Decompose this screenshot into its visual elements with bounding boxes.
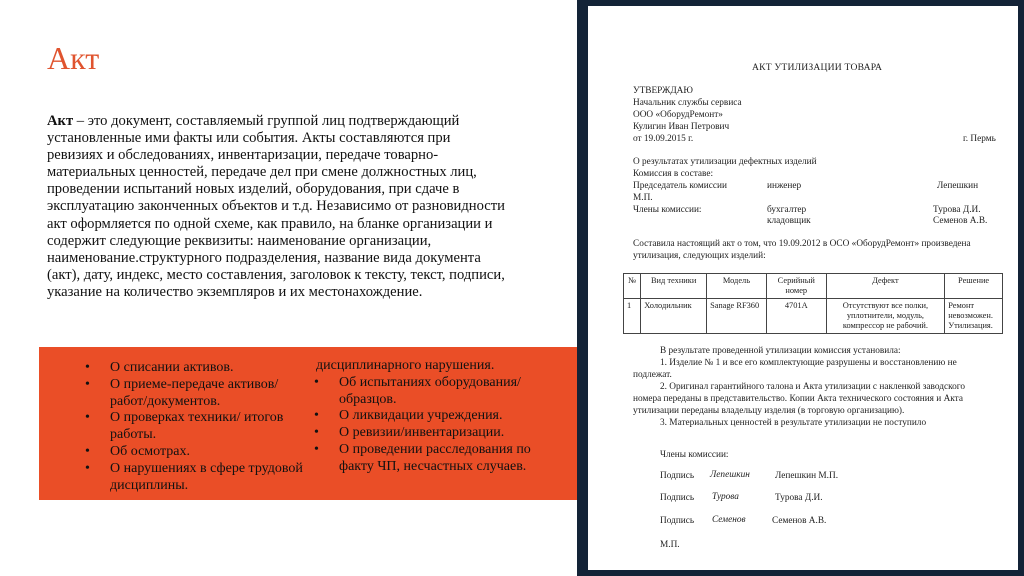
list-item-continuation <box>314 358 554 375</box>
doc-result-line: 1. Изделие № 1 и все его комплектующие разрушены и восстановлению не <box>660 358 957 368</box>
doc-signature: Турова <box>712 492 739 502</box>
table-cell: Отсутствуют все полки, уплотнители, модуль, компрессор не рабочий. <box>826 299 945 334</box>
doc-result-intro: В результате проведенной утилизации комиссия установила: <box>660 346 901 356</box>
doc-sign-word: Подпись <box>660 493 695 503</box>
table-header: Дефект <box>826 274 945 299</box>
bullet: • <box>314 441 319 457</box>
list-item <box>314 408 554 425</box>
list-item <box>314 442 554 476</box>
table-header: Вид техники <box>641 274 707 299</box>
list-item <box>85 360 313 377</box>
doc-sign-word: Подпись <box>660 471 695 481</box>
bullet: • <box>85 443 90 459</box>
list-item <box>314 375 554 409</box>
doc-statement: Составила настоящий акт о том, что 19.09.2012 в ОСО «ОборудРемонт» произведена <box>633 239 971 249</box>
bullet: • <box>85 410 90 426</box>
doc-result-line: 2. Оригинал гарантийного талона и Акта утилизации с накленкой заводского <box>660 382 966 392</box>
list-item-text: Об испытаниях оборудования/ образцов. <box>339 374 521 407</box>
bullet: • <box>314 408 319 424</box>
doc-items-table <box>623 273 1003 334</box>
list-item-text: Об осмотрах. <box>110 443 190 459</box>
intro-paragraph <box>47 113 507 301</box>
doc-approve-line: Кулигин Иван Петрович <box>633 122 730 132</box>
bullet: • <box>314 374 319 390</box>
list-item-text: О проведении расследования по факту ЧП, несчастных случаев. <box>339 441 531 474</box>
doc-approve-date: от 19.09.2015 г. <box>633 134 694 144</box>
doc-chair-initials: М.П. <box>633 193 653 203</box>
table-header: Решение <box>945 274 1003 299</box>
doc-approve-line: ООО «ОборудРемонт» <box>633 110 723 120</box>
doc-result-line: утилизации переданы владельцу изделия (в торговую организацию). <box>633 406 905 416</box>
table-row <box>624 299 1003 334</box>
table-header: № <box>624 274 641 299</box>
list-item <box>85 444 313 461</box>
doc-sign-word: Подпись <box>660 516 695 526</box>
bullet: • <box>85 460 90 476</box>
doc-signature: Лепешкин <box>710 470 750 480</box>
list-item-text: О списании активов. <box>110 360 234 375</box>
bullet: • <box>85 376 90 392</box>
doc-members-label: Члены комиссии: <box>633 205 702 215</box>
table-cell: Ремонт невозможен. Утилизация. <box>945 299 1003 334</box>
doc-member1-role: бухгалтер <box>767 205 807 215</box>
doc-signer-name: Лепешкин М.П. <box>775 471 839 481</box>
doc-result-line: подлежат. <box>633 370 672 380</box>
act-types-list-left <box>85 360 313 494</box>
doc-commission-label: Комиссия в составе: <box>633 169 714 179</box>
list-item-text: О ревизии/инвентаризации. <box>339 425 505 441</box>
doc-sign-members: Члены комиссии: <box>660 450 729 460</box>
doc-chair-label: Председатель комиссии <box>633 181 727 191</box>
table-header: Модель <box>707 274 767 299</box>
doc-stamp-mark: М.П. <box>660 540 680 550</box>
doc-approve: УТВЕРЖДАЮ <box>633 86 693 96</box>
slide-title: Акт <box>47 40 100 76</box>
bullet: • <box>85 360 90 375</box>
list-item-text: О ликвидации учреждения. <box>339 408 503 424</box>
doc-result-line: номера переданы в представительство. Копии Акта технического состояния и Акта <box>633 394 963 404</box>
doc-chair-role: инженер <box>767 181 802 191</box>
doc-member1-name: Турова Д.И. <box>933 205 981 215</box>
intro-definition: – это документ, составляемый группой лиц подтверждающий установленные ими факты или события. Акты составляются при ревизиях и обследованиях, инвентаризации, передаче товарно-материальных ценностей, передаче дел при смене должностных лиц, проведении испытаний новых изделий, оборудования, при сдаче в эксплуатацию законченных объектов и т.д. Независимо от разновидности акт оформляется по одной схеме, как правило, на бланке организации и содержит следующие реквизиты: наименование организации, наименование.структурного подразделения, название вида документа (акт), дату, индекс, место составления, заголовок к тексту, текст, подписи, указание на количество экземпляров и их местонахождение. <box>47 113 505 300</box>
table-header-row <box>624 274 1003 299</box>
table-cell: 4701A <box>766 299 826 334</box>
doc-statement-cont: утилизация, следующих изделий: <box>633 251 766 261</box>
doc-approve-line: Начальник службы сервиса <box>633 98 742 108</box>
doc-signer-name: Турова Д.И. <box>775 493 823 503</box>
doc-member2-name: Семенов А.В. <box>933 216 988 226</box>
list-item <box>85 461 313 495</box>
table-cell: 1 <box>624 299 641 334</box>
doc-signature: Семенов <box>712 515 746 525</box>
doc-signer-name: Семенов А.В. <box>772 516 827 526</box>
act-types-list-right <box>314 358 554 476</box>
list-item <box>85 377 313 411</box>
table-cell: Холодильник <box>641 299 707 334</box>
doc-subject: О результатах утилизации дефектных изделий <box>633 157 817 167</box>
list-item-text: дисциплинарного нарушения. <box>316 358 495 373</box>
doc-city: г. Пермь <box>963 134 996 144</box>
list-item <box>314 425 554 442</box>
intro-term: Акт <box>47 113 74 129</box>
doc-member2-role: кладовщик <box>767 216 811 226</box>
doc-title: АКТ УТИЛИЗАЦИИ ТОВАРА <box>752 62 883 73</box>
table-cell: Sanage RF360 <box>707 299 767 334</box>
doc-result-line: 3. Материальных ценностей в результате утилизации не поступило <box>660 418 927 428</box>
doc-chair-name: Лепешкин <box>937 181 979 191</box>
list-item-text: О приеме-передаче активов/работ/документов. <box>110 376 279 409</box>
bullet: • <box>314 425 319 441</box>
list-item-text: О проверках техники/ итогов работы. <box>110 410 284 443</box>
list-item <box>85 410 313 444</box>
list-item-text: О нарушениях в сфере трудовой дисциплины. <box>110 460 303 493</box>
table-header: Серийный номер <box>766 274 826 299</box>
